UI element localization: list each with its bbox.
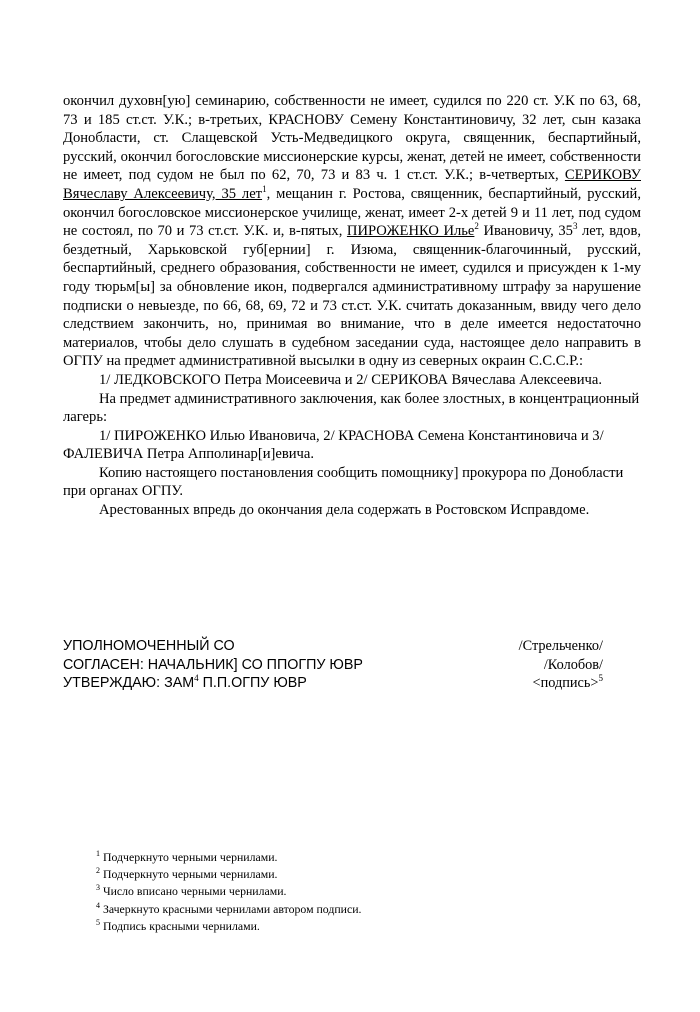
signature-name xyxy=(533,674,603,693)
signature-role xyxy=(63,674,307,693)
paragraph-verdict xyxy=(63,92,641,371)
text-segment: окончил духовн[ую] семинарию, собственности не имеет, судился по 220 ст. У.К по 63, 68, 73 и 185 ст.ст. У.К.; в-третьих, КРАСНОВУ Семену Константиновичу, 32 лет, сын казака Донобласти, ст. Слащевской Усть-Медведицкого округа, священник, беспартийный, русский, окончил богословские миссионерские курсы, женат, детей не имеет, собственности не имеет, под судом не был по 62, 70, 73 и 83 ч. 1 ст.ст. У.К.; в-четвертых, xyxy=(63,93,641,184)
footnote-number: 4 xyxy=(96,900,100,910)
signature-row-approved xyxy=(63,674,603,693)
underlined-name-pirozhenko: ПИРОЖЕНКО Илье xyxy=(346,223,475,240)
footnote-number: 5 xyxy=(96,917,100,927)
text-segment: Ивановичу, 35 xyxy=(478,223,573,240)
footnote-ref-1: 1 xyxy=(262,184,267,195)
paragraph-exile-list: 1/ ЛЕДКОВСКОГО Петра Моисеевича и 2/ СЕРИКОВА Вячеслава Алексеевича. xyxy=(99,371,602,388)
footnote-ref-2: 2 xyxy=(474,221,479,232)
footnote-item xyxy=(96,883,616,900)
footnote-ref-5: 5 xyxy=(598,673,603,684)
footnote-text: Подчеркнуто черными чернилами. xyxy=(100,867,278,882)
text-segment: лет, вдов, бездетный, Харьковской губ[ернии] г. Изюма, священник-благочинный, русский, беспартийный, среднего образования, собственности не имеет, судился и присужден к 1-му году тюрьм[ы] за обновление икон, подвергался административному штрафу за нарушение подписки о невыезде, по 66, 68, 69, 72 и 73 ст.ст. У.К. считать доказанным, ввиду чего дело следствием закончить, но, принимая во внимание, что в деле имеется недостаточно материалов, чтобы дело слушать в судебном заседании суда, настоящее дело направить в ОГПУ на предмет административной высылки в одну из северных окраин С.С.С.Р.: xyxy=(63,223,641,370)
role-text: П.П.ОГПУ ЮВР xyxy=(198,675,307,692)
underlined-name-serikov: СЕРИКОВУ Вячеславу Алексеевичу, 35 лет xyxy=(63,167,641,202)
footnote-ref-3: 3 xyxy=(572,221,578,232)
footnote-ref-4: 4 xyxy=(194,673,199,684)
signature-row-agreed xyxy=(63,656,603,675)
paragraph-detention: Арестованных впредь до окончания дела содержать в Ростовском Исправдоме. xyxy=(99,502,590,519)
signature-row-authorized xyxy=(63,637,603,656)
text-segment: , мещанин г. Ростова, священник, беспартийный, русский, окончил богословское миссионерское училище, женат, имеет 2-х детей 9 и 11 лет, под судом не состоял, по 70 и 73 ст.ст. У.К. и, в-пятых, xyxy=(63,185,641,240)
document-body xyxy=(63,92,641,520)
signature-role: СОГЛАСЕН: НАЧАЛЬНИК] СО ППОГПУ ЮВР xyxy=(63,656,363,673)
footnote-text: Подчеркнуто черными чернилами. xyxy=(100,850,278,864)
role-text: УТВЕРЖДАЮ: ЗАМ xyxy=(63,675,195,692)
footnote-text: Зачеркнуто красными чернилами автором подписи. xyxy=(100,901,362,916)
footnote-number: 1 xyxy=(96,849,100,859)
paragraph-copy-notice: Копию настоящего постановления сообщить помощнику] прокурора по Донобласти при органах ОГПУ. xyxy=(63,464,624,500)
footnote-item xyxy=(96,918,616,935)
signature-placeholder: <подпись> xyxy=(532,675,599,692)
footnotes xyxy=(96,849,616,935)
signature-name: /Стрельченко/ xyxy=(518,638,603,654)
footnote-number: 3 xyxy=(96,883,100,893)
signature-block xyxy=(63,637,603,693)
footnote-text: Подпись красными чернилами. xyxy=(100,918,260,933)
footnote-item xyxy=(96,901,616,918)
signature-role: УПОЛНОМОЧЕННЫЙ СО xyxy=(63,638,235,654)
footnote-item xyxy=(96,849,616,866)
footnote-number: 2 xyxy=(96,866,100,876)
footnote-item xyxy=(96,866,616,883)
footnote-text: Число вписано черными чернилами. xyxy=(100,884,287,899)
signature-name: /Колобов/ xyxy=(543,656,603,673)
paragraph-camp-list: 1/ ПИРОЖЕНКО Илью Ивановича, 2/ КРАСНОВА Семена Константиновича и 3/ ФАЛЕВИЧА Петра Апполинар[и]евича. xyxy=(63,427,604,463)
paragraph-camp-intro: На предмет административного заключения, как более злостных, в концентрационный лагерь: xyxy=(63,390,640,426)
